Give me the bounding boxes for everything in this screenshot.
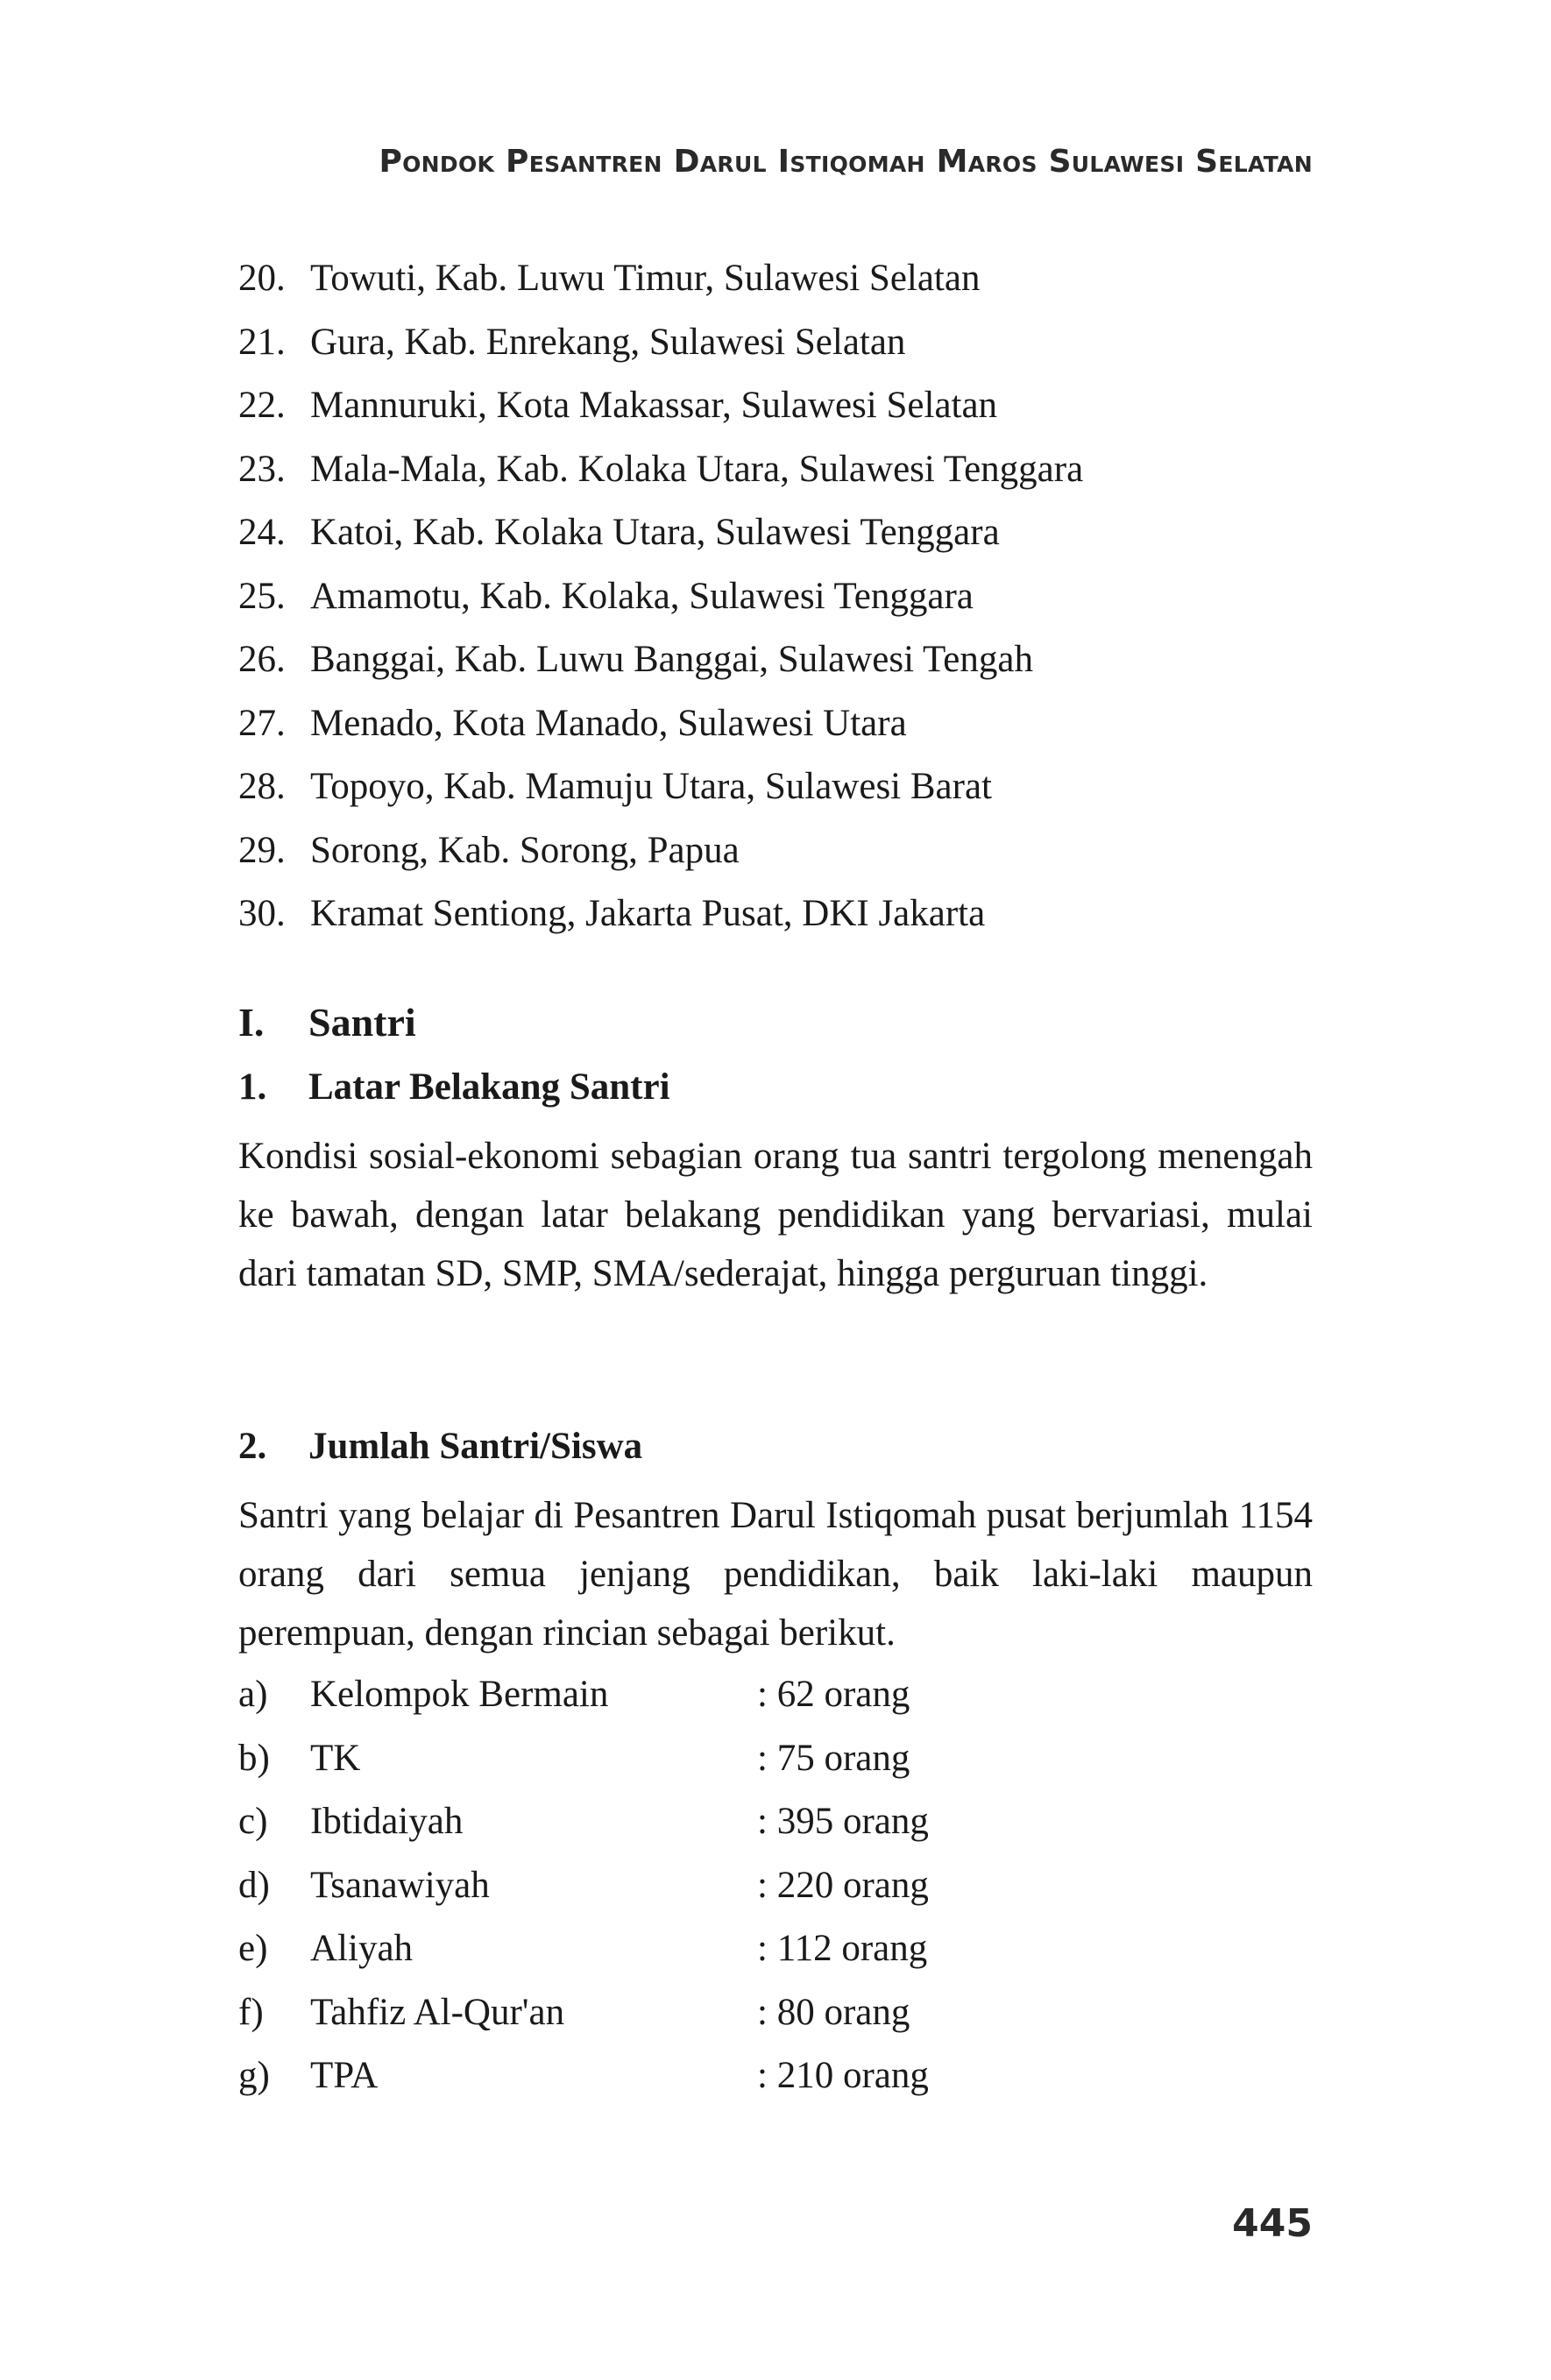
list-item-number: 20. xyxy=(238,258,286,299)
list-item-text: Amamotu, Kab. Kolaka, Sulawesi Tenggara xyxy=(310,575,974,617)
list-item xyxy=(238,819,1083,883)
list-item xyxy=(238,1917,929,1981)
list-item-number: 28. xyxy=(238,766,286,807)
section-title: Santri xyxy=(308,1000,416,1045)
list-item xyxy=(238,1790,929,1854)
list-item xyxy=(238,2044,929,2108)
list-item-text: Mala-Mala, Kab. Kolaka Utara, Sulawesi Tenggara xyxy=(310,448,1084,490)
student-count: : 75 orang xyxy=(757,1737,910,1779)
list-item-letter: g) xyxy=(238,2055,270,2096)
list-item-text: Katoi, Kab. Kolaka Utara, Sulawesi Tenggara xyxy=(310,512,1000,553)
list-item xyxy=(238,1663,929,1727)
list-item-letter: a) xyxy=(238,1674,268,1715)
list-item-text: Sorong, Kab. Sorong, Papua xyxy=(310,829,740,871)
list-item xyxy=(238,501,1083,565)
education-level: Tahfiz Al-Qur'an xyxy=(310,1991,565,2033)
list-item-text: Gura, Kab. Enrekang, Sulawesi Selatan xyxy=(310,321,906,363)
list-item-text: Towuti, Kab. Luwu Timur, Sulawesi Selatan xyxy=(310,258,981,299)
list-item xyxy=(238,374,1083,438)
list-item xyxy=(238,1981,929,2045)
education-level: Aliyah xyxy=(310,1928,414,1969)
list-item xyxy=(238,247,1083,311)
list-item-letter: f) xyxy=(238,1991,264,2033)
list-item-letter: e) xyxy=(238,1928,268,1969)
education-level: TK xyxy=(310,1737,361,1779)
education-level: TPA xyxy=(310,2055,379,2096)
list-item xyxy=(238,1727,929,1791)
list-item-number: 30. xyxy=(238,893,286,934)
paragraph-latar-belakang: Kondisi sosial-ekonomi sebagian orang tua santri tergolong menengah ke bawah, dengan latar belakang pendidikan yang bervariasi, mulai dari tamatan SD, SMP, SMA/sederajat, hingga perguruan tinggi. xyxy=(238,1136,1313,1294)
subsection-number: 2. xyxy=(238,1426,267,1467)
list-item-number: 25. xyxy=(238,575,286,617)
list-item xyxy=(238,882,1083,946)
list-item xyxy=(238,628,1083,692)
section-number: I. xyxy=(238,1000,265,1045)
list-item-text: Banggai, Kab. Luwu Banggai, Sulawesi Tengah xyxy=(310,639,1033,680)
location-list xyxy=(238,247,1083,946)
list-item-number: 27. xyxy=(238,702,286,744)
student-count: : 80 orang xyxy=(757,1991,910,2033)
student-count: : 210 orang xyxy=(757,2055,929,2096)
list-item-number: 21. xyxy=(238,321,286,363)
list-item xyxy=(238,438,1083,502)
list-item-letter: b) xyxy=(238,1737,270,1779)
list-item xyxy=(238,1854,929,1918)
student-count: : 220 orang xyxy=(757,1864,929,1906)
list-item-letter: d) xyxy=(238,1864,270,1906)
list-item xyxy=(238,311,1083,375)
list-item-text: Topoyo, Kab. Mamuju Utara, Sulawesi Barat xyxy=(310,766,992,807)
list-item xyxy=(238,755,1083,819)
student-count: : 62 orang xyxy=(757,1674,910,1715)
list-item-number: 26. xyxy=(238,639,286,680)
page-number: 445 xyxy=(1232,2201,1313,2246)
student-count: : 395 orang xyxy=(757,1801,929,1842)
list-item-text: Kramat Sentiong, Jakarta Pusat, DKI Jakarta xyxy=(310,893,986,934)
subsection-heading-1 xyxy=(238,1066,670,1109)
education-level: Ibtidaiyah xyxy=(310,1801,464,1842)
subsection-number: 1. xyxy=(238,1066,267,1108)
list-item-text: Mannuruki, Kota Makassar, Sulawesi Selatan xyxy=(310,385,998,426)
list-item xyxy=(238,692,1083,756)
list-item-number: 29. xyxy=(238,829,286,871)
list-item-number: 22. xyxy=(238,385,286,426)
student-count-list xyxy=(238,1663,929,2108)
list-item xyxy=(238,565,1083,629)
section-heading xyxy=(238,999,416,1045)
subsection-title: Latar Belakang Santri xyxy=(308,1066,670,1108)
list-item-number: 24. xyxy=(238,512,286,553)
subsection-title: Jumlah Santri/Siswa xyxy=(308,1426,643,1467)
subsection-heading-2 xyxy=(238,1425,642,1468)
paragraph-jumlah-santri: Santri yang belajar di Pesantren Darul Istiqomah pusat berjumlah 1154 orang dari semua jenjang pendidikan, baik laki-laki maupun perempuan, dengan rincian sebagai berikut. xyxy=(238,1495,1313,1654)
list-item-text: Menado, Kota Manado, Sulawesi Utara xyxy=(310,702,907,744)
running-head: Pondok Pesantren Darul Istiqomah Maros Sulawesi Selatan xyxy=(379,144,1313,180)
list-item-number: 23. xyxy=(238,448,286,490)
student-count: : 112 orang xyxy=(757,1928,928,1969)
list-item-letter: c) xyxy=(238,1801,268,1842)
education-level: Tsanawiyah xyxy=(310,1864,490,1906)
education-level: Kelompok Bermain xyxy=(310,1674,609,1715)
